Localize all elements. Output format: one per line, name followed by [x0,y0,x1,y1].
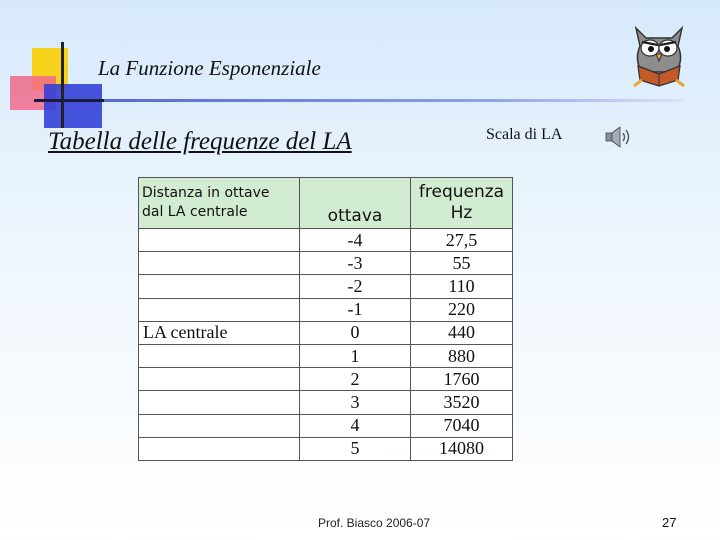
table-row [139,275,513,298]
frequency-cell: 110 [411,275,513,298]
decor-blue-square [44,84,102,128]
octave-cell: 0 [300,321,411,344]
row-label [139,298,300,321]
octave-cell: 2 [300,368,411,391]
header-frequency [411,178,513,229]
slide-title: La Funzione Esponenziale [98,56,321,80]
frequency-cell: 7040 [411,414,513,437]
octave-cell: 4 [300,414,411,437]
frequency-cell: 1760 [411,368,513,391]
frequency-table [138,177,513,461]
header-distance [139,178,300,229]
octave-cell: -2 [300,275,411,298]
octave-cell: 1 [300,344,411,367]
header-frequency-text: frequenza Hz [418,182,505,223]
octave-cell: -3 [300,252,411,275]
row-label: LA centrale [139,321,300,344]
frequency-cell: 440 [411,321,513,344]
audio-link-label[interactable]: Scala di LA [486,126,563,143]
title-underline-rule [34,99,684,102]
slide-subtitle: Tabella delle frequenze del LA [48,128,352,155]
frequency-cell: 55 [411,252,513,275]
decor-vertical-line [61,42,64,128]
frequency-cell: 27,5 [411,229,513,252]
header-distance-text: Distanza in ottave dal LA centrale [142,185,270,220]
table-row [139,229,513,252]
row-label [139,414,300,437]
table-row [139,437,513,460]
page-number: 27 [662,515,677,530]
row-label [139,229,300,252]
frequency-cell: 14080 [411,437,513,460]
frequency-cell: 220 [411,298,513,321]
frequency-cell: 3520 [411,391,513,414]
table-row [139,414,513,437]
table-row [139,344,513,367]
row-label [139,391,300,414]
row-label [139,437,300,460]
header-octave: ottava [300,178,411,229]
table-row [139,321,513,344]
octave-cell: 5 [300,437,411,460]
decor-horizontal-line [34,99,104,102]
row-label [139,275,300,298]
footer-author: Prof. Biasco 2006-07 [318,516,431,530]
table-row [139,298,513,321]
octave-cell: -1 [300,298,411,321]
row-label [139,252,300,275]
frequency-cell: 880 [411,344,513,367]
speaker-icon[interactable] [604,124,634,150]
table-header-row [139,178,513,229]
octave-cell: -4 [300,229,411,252]
octave-cell: 3 [300,391,411,414]
row-label [139,344,300,367]
table-row [139,252,513,275]
owl-reading-icon [626,20,692,90]
table-row [139,391,513,414]
table-row [139,368,513,391]
row-label [139,368,300,391]
